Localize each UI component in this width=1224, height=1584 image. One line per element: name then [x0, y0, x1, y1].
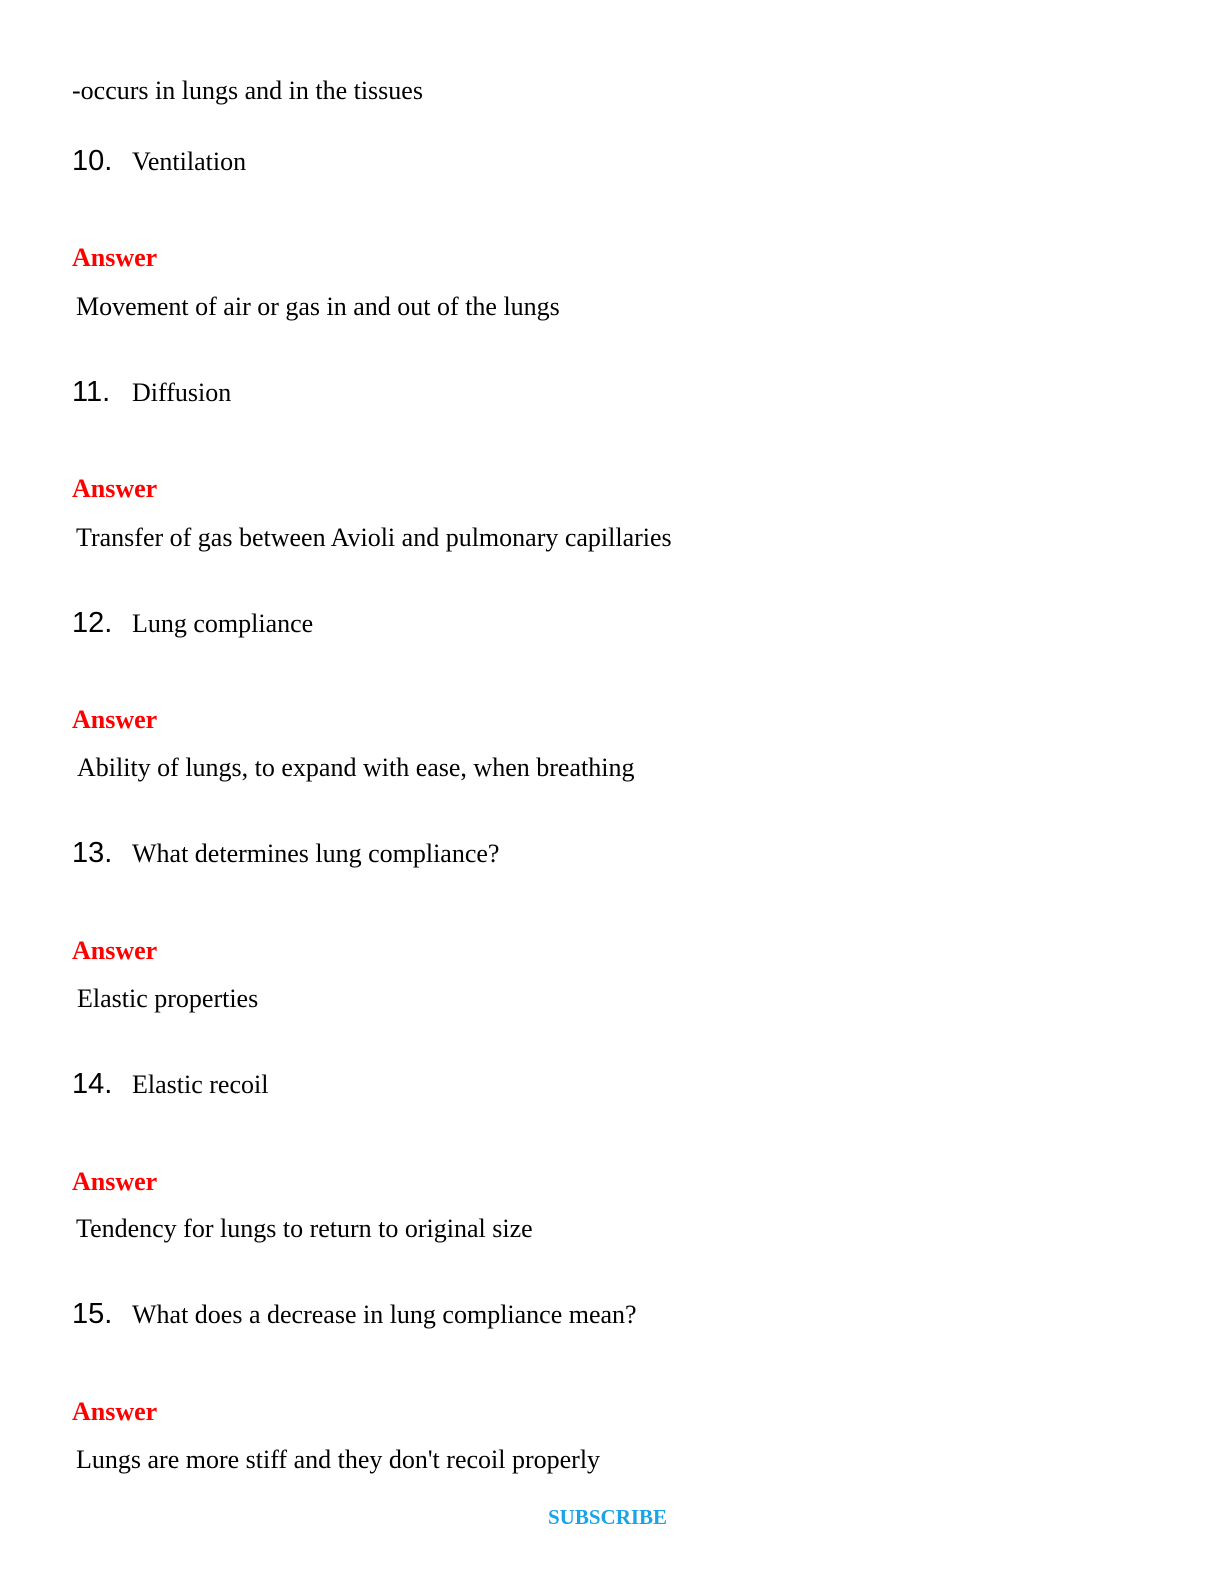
- answer-text: Movement of air or gas in and out of the lungs: [76, 292, 560, 321]
- question-number: 11.: [72, 376, 111, 408]
- question-number: 15.: [72, 1298, 113, 1330]
- answer-label: Answer: [72, 474, 158, 503]
- question-number: 14.: [72, 1068, 113, 1100]
- answer-label: Answer: [72, 243, 158, 272]
- question-number: 13.: [72, 837, 113, 869]
- answer-label: Answer: [72, 705, 158, 734]
- intro-line: -occurs in lungs and in the tissues: [72, 76, 423, 105]
- question-item: [72, 378, 231, 407]
- question-text: Elastic recoil: [132, 1070, 269, 1099]
- question-text: Ventilation: [132, 147, 247, 176]
- question-number: 12.: [72, 607, 113, 639]
- question-item: [72, 609, 313, 638]
- question-text: What does a decrease in lung compliance mean?: [132, 1300, 637, 1329]
- answer-text: Transfer of gas between Avioli and pulmonary capillaries: [76, 523, 672, 552]
- question-text: What determines lung compliance?: [132, 839, 500, 868]
- answer-label: Answer: [72, 1397, 158, 1426]
- answer-label: Answer: [72, 1167, 158, 1196]
- answer-text: Lungs are more stiff and they don't recoil properly: [76, 1445, 601, 1474]
- question-item: [72, 839, 499, 868]
- answer-label: Answer: [72, 936, 158, 965]
- question-item: [72, 1300, 637, 1329]
- question-number: 10.: [72, 145, 113, 177]
- question-text: Lung compliance: [132, 609, 314, 638]
- question-item: [72, 1070, 268, 1099]
- answer-text: Ability of lungs, to expand with ease, when breathing: [77, 753, 635, 782]
- answer-text: Tendency for lungs to return to original size: [76, 1214, 533, 1243]
- question-item: [72, 147, 246, 176]
- question-text: Diffusion: [132, 378, 232, 407]
- answer-text: Elastic properties: [77, 984, 259, 1013]
- subscribe-link[interactable]: SUBSCRIBE: [548, 1505, 668, 1529]
